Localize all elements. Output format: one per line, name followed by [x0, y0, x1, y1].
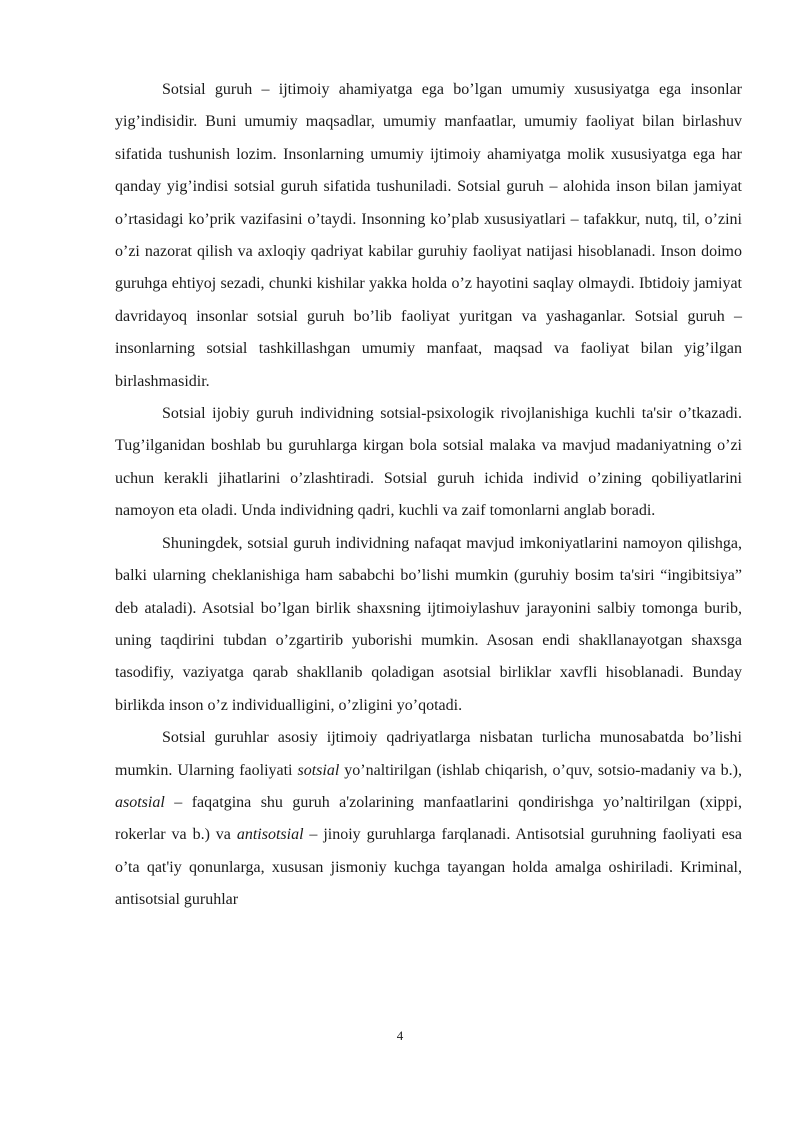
paragraph-positive-group-influence: [115, 398, 742, 528]
paragraph-group-limitations: [115, 528, 742, 722]
text-run: – jinoiy guruhlarga farqlanadi. Antisotsial guruhning faoliyati esa o’ta qat'iy qonunlarga, xususan jismoniy kuchga tayangan holda amalga oshiriladi. Kriminal, antisotsial guruhlar: [115, 826, 742, 909]
page-number: 4: [396, 1028, 404, 1043]
text-run: Shuningdek, sotsial guruh individning nafaqat mavjud imkoniyatlarini namoyon qilishga, balki ularning cheklanishiga ham sababchi bo’lishi mumkin (guruhiy bosim ta'siri “ingibitsiya” deb ataladi). Asotsial bo’lgan birlik shaxsning ijtimoiylashuv jarayonini salbiy tomonga burib, uning taqdirini tubdan o’zgartirib yuborishi mumkin. Asosan endi shakllanayotgan shaxsga tasodifiy, vaziyatga qarab shakllanib qoladigan asotsial birliklar xavfli hisoblanadi. Bunday birlikda inson o’z individualligini, o’zligini yo’qotadi.: [115, 534, 742, 714]
body-text: [115, 74, 742, 917]
paragraph-social-group-definition: [115, 74, 742, 398]
text-run: yo’naltirilgan (ishlab chiqarish, o’quv, sotsio-madaniy va b.),: [339, 761, 742, 779]
text-run: Sotsial guruhlar asosiy ijtimoiy qadriyatlarga nisbatan turlicha munosabatda bo’lishi mumkin. Ularning faoliyati: [115, 729, 742, 779]
text-run: Sotsial ijobiy guruh individning sotsial-psixologik rivojlanishiga kuchli ta'sir o’tkazadi. Tug’ilganidan boshlab bu guruhlarga kirgan bola sotsial malaka va mavjud madaniyatning o’zi uchun kerakli jihatlarini o’zlashtiradi. Sotsial guruh ichida individ o’zining qobiliyatlarini namoyon eta oladi. Unda individning qadri, kuchli va zaif tomonlarni anglab boradi.: [115, 405, 742, 520]
text-run: – faqatgina shu guruh a'zolarining manfaatlarini qondirishga yo’naltirilgan (xippi, rokerlar va b.) va: [115, 793, 742, 844]
italic-term-antisotsial: antisotsial: [236, 826, 304, 844]
italic-term-sotsial: sotsial: [297, 761, 340, 779]
text-run: Sotsial guruh – ijtimoiy ahamiyatga ega bo’lgan umumiy xususiyatga ega insonlar yig’indisidir. Buni umumiy maqsadlar, umumiy manfaatlar, umumiy faoliyat bilan birlashuv sifatida tushunish lozim. Insonlarning umumiy ijtimoiy ahamiyatga molik xususiyatga ega har qanday yig’indisi sotsial guruh sifatida tushuniladi. Sotsial guruh – alohida inson bilan jamiyat o’rtasidagi ko’prik vazifasini o’taydi. Insonning ko’plab xususiyatlari – tafakkur, nutq, til, o’zini o’zi nazorat qilish va axloqiy qadriyat kabilar guruhiy faoliyat natijasi hisoblanadi. Inson doimo guruhga ehtiyoj sezadi, chunki kishilar yakka holda o’z hayotini saqlay olmaydi. Ibtidoiy jamiyat davridayoq insonlar sotsial guruh bo’lib faoliyat yuritgan va yashaganlar. Sotsial guruh – insonlarning sotsial tashkillashgan umumiy manfaat, maqsad va faoliyat bilan yig’ilgan birlashmasidir.: [115, 81, 742, 390]
italic-term-asotsial: asotsial: [115, 793, 165, 811]
paragraph-group-types: [115, 722, 742, 916]
